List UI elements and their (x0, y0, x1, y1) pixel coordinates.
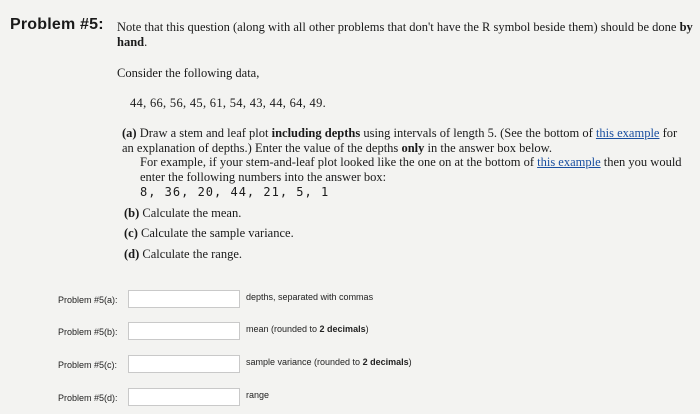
part-d (122, 247, 692, 262)
answer-row-c (0, 355, 700, 379)
answer-label-a: Problem #5(a): (58, 295, 118, 305)
part-a-text-5: For example, if your stem-and-leaf plot looked like the one on at the bottom of (140, 155, 538, 169)
example-link-1[interactable]: this example (595, 126, 660, 140)
part-a-bold-depths: including depths (271, 126, 361, 140)
answer-input-b[interactable] (128, 322, 240, 340)
part-a-text-2: using intervals of length 5. (See the bottom of (360, 126, 596, 140)
part-d-label: (d) (124, 246, 140, 261)
part-a-text-4: in the answer box below. (424, 140, 553, 155)
part-b-text: Calculate the mean. (139, 205, 242, 220)
part-a (122, 126, 692, 200)
part-a-label: (a) (122, 126, 137, 140)
part-c-text: Calculate the sample variance. (137, 226, 294, 240)
data-values: 44, 66, 56, 45, 61, 54, 43, 44, 64, 49. (130, 96, 327, 110)
problem-parts (122, 126, 692, 261)
answer-input-a[interactable] (128, 290, 240, 308)
note-text-bold: by hand (117, 20, 693, 49)
example-link-2[interactable]: this example (537, 155, 601, 169)
answer-label-d: Problem #5(d): (58, 393, 118, 403)
answer-row-a (0, 290, 700, 314)
note-text-pre: Note that this question (along with all other problems that don't have the R symbol beside them) should be done (117, 20, 680, 34)
part-b-label: (b) (124, 205, 140, 220)
part-a-bold-only: only (401, 140, 425, 155)
answer-hint-c-post: ) (408, 357, 412, 367)
consider-text: Consider the following data, (117, 66, 260, 80)
answer-input-d[interactable] (128, 388, 240, 406)
example-numbers: 8, 36, 20, 44, 21, 5, 1 (140, 185, 330, 199)
problem-note (117, 20, 700, 50)
answer-hint-c-bold: 2 decimals (362, 357, 409, 367)
part-c-label: (c) (124, 226, 138, 240)
part-d-text: Calculate the range. (139, 246, 243, 261)
answer-hint-a-text: depths, separated with commas (246, 292, 374, 302)
part-a-text-3: for an explanation of depths.) Enter the value of the depths (122, 126, 678, 155)
part-a-text-6: then you would enter the following numbers into the answer box: (140, 155, 682, 184)
note-text-post: . (144, 35, 148, 49)
answer-row-b (0, 322, 700, 346)
answer-hint-c (246, 357, 412, 367)
answer-input-c[interactable] (128, 355, 240, 373)
answer-label-b: Problem #5(b): (58, 327, 118, 337)
part-a-text-1: Draw a stem and leaf plot (136, 126, 272, 140)
answer-hint-c-pre: sample variance (rounded to (246, 357, 363, 367)
answer-hint-b (246, 324, 369, 334)
answer-hint-d (246, 390, 269, 400)
answer-hint-b-bold: 2 decimals (319, 324, 366, 334)
answer-hint-b-pre: mean (rounded to (246, 324, 320, 334)
problem-title: Problem #5: (10, 16, 104, 33)
part-b (122, 206, 692, 221)
answer-hint-b-post: ) (365, 324, 369, 334)
answer-hint-d-text: range (246, 390, 270, 400)
answer-label-c: Problem #5(c): (58, 360, 118, 370)
answer-row-d (0, 388, 700, 412)
part-a-example (122, 155, 692, 184)
part-c (122, 226, 692, 241)
answer-hint-a (246, 292, 373, 302)
